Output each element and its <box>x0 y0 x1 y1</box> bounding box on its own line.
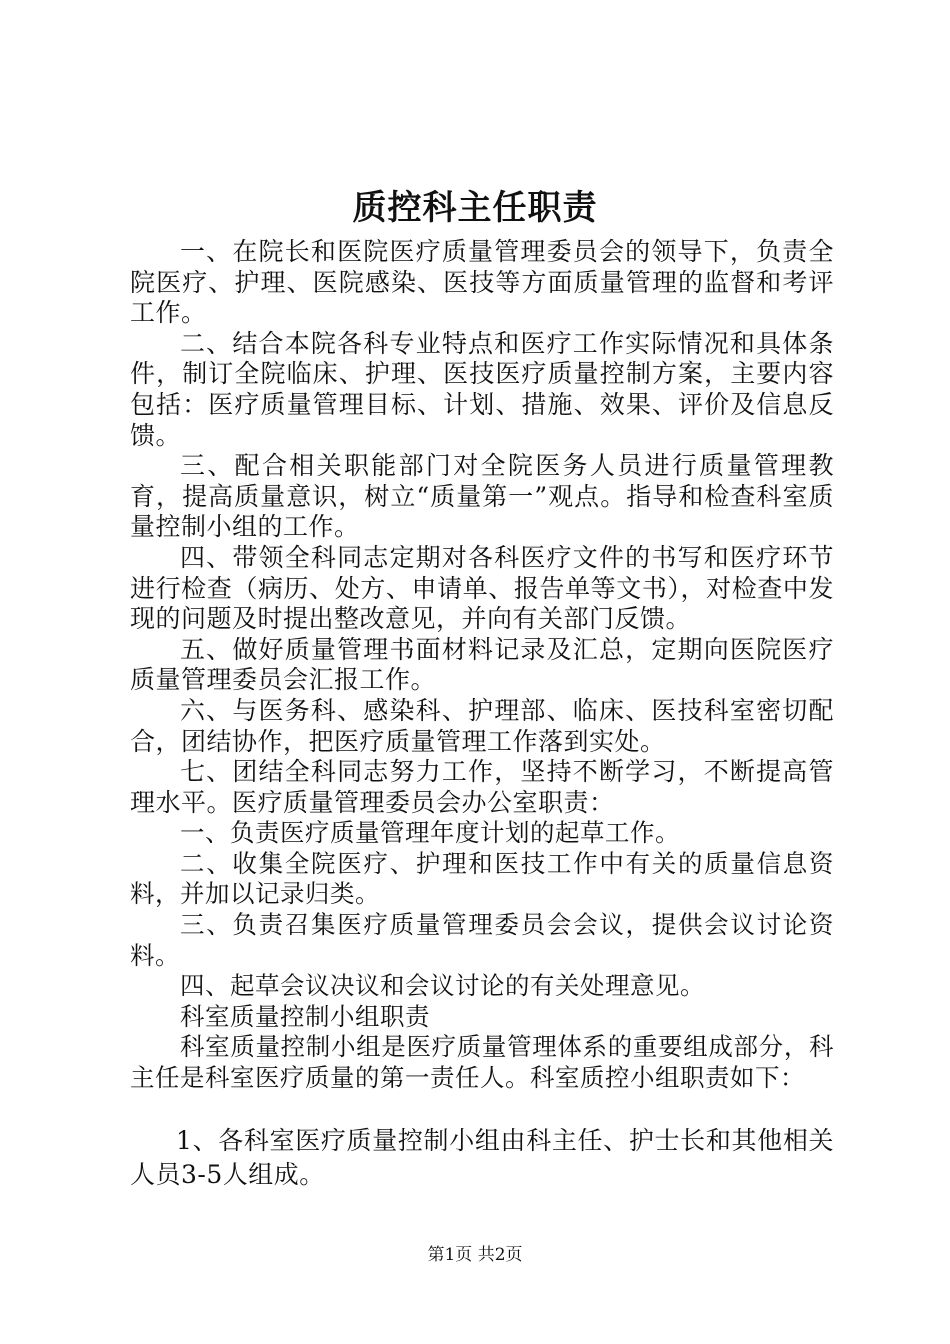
office-duty-2: 二、收集全院医疗、护理和医技工作中有关的质量信息资料，并加以记录归类。 <box>130 848 834 909</box>
paragraph-7: 七、团结全科同志努力工作，坚持不断学习，不断提高管理水平。医疗质量管理委员会办公室职责： <box>130 757 834 817</box>
paragraph-1: 一、在院长和医院医疗质量管理委员会的领导下，负责全院医疗、护理、医院感染、医技等方面质量管理的监督和考评工作。 <box>130 237 834 328</box>
paragraph-4: 四、带领全科同志定期对各科医疗文件的书写和医疗环节进行检查（病历、处方、申请单、报告单等文书），对检查中发现的问题及时提出整改意见，并向有关部门反馈。 <box>130 542 834 634</box>
paragraph-6: 六、与医务科、感染科、护理部、临床、医技科室密切配合，团结协作，把医疗质量管理工作落到实处。 <box>130 695 834 756</box>
document-title: 质控科主任职责 <box>352 188 598 228</box>
paragraph-5: 五、做好质量管理书面材料记录及汇总，定期向医院医疗质量管理委员会汇报工作。 <box>130 634 834 695</box>
office-duty-3: 三、负责召集医疗质量管理委员会会议，提供会议讨论资料。 <box>130 910 834 970</box>
paragraph-3: 三、配合相关职能部门对全院医务人员进行质量管理教育，提高质量意识，树立“质量第一”观点。指导和检查科室质量控制小组的工作。 <box>130 451 834 542</box>
group-duty-1: 1、各科室医疗质量控制小组由科主任、护士长和其他相关人员3-5人组成。 <box>130 1125 834 1189</box>
section-intro: 科室质量控制小组是医疗质量管理体系的重要组成部分，科主任是科室医疗质量的第一责任人。科室质控小组职责如下： <box>130 1032 834 1093</box>
document-body <box>130 237 834 1192</box>
page-footer: 第1页 共2页 <box>427 1245 523 1265</box>
section-heading: 科室质量控制小组职责 <box>180 1001 430 1031</box>
office-duty-1: 一、负责医疗质量管理年度计划的起草工作。 <box>180 818 680 848</box>
paragraph-2: 二、结合本院各科专业特点和医疗工作实际情况和具体条件，制订全院临床、护理、医技医疗质量控制方案，主要内容包括：医疗质量管理目标、计划、措施、效果、评价及信息反馈。 <box>130 328 834 450</box>
office-duty-4: 四、起草会议决议和会议讨论的有关处理意见。 <box>180 971 705 1001</box>
